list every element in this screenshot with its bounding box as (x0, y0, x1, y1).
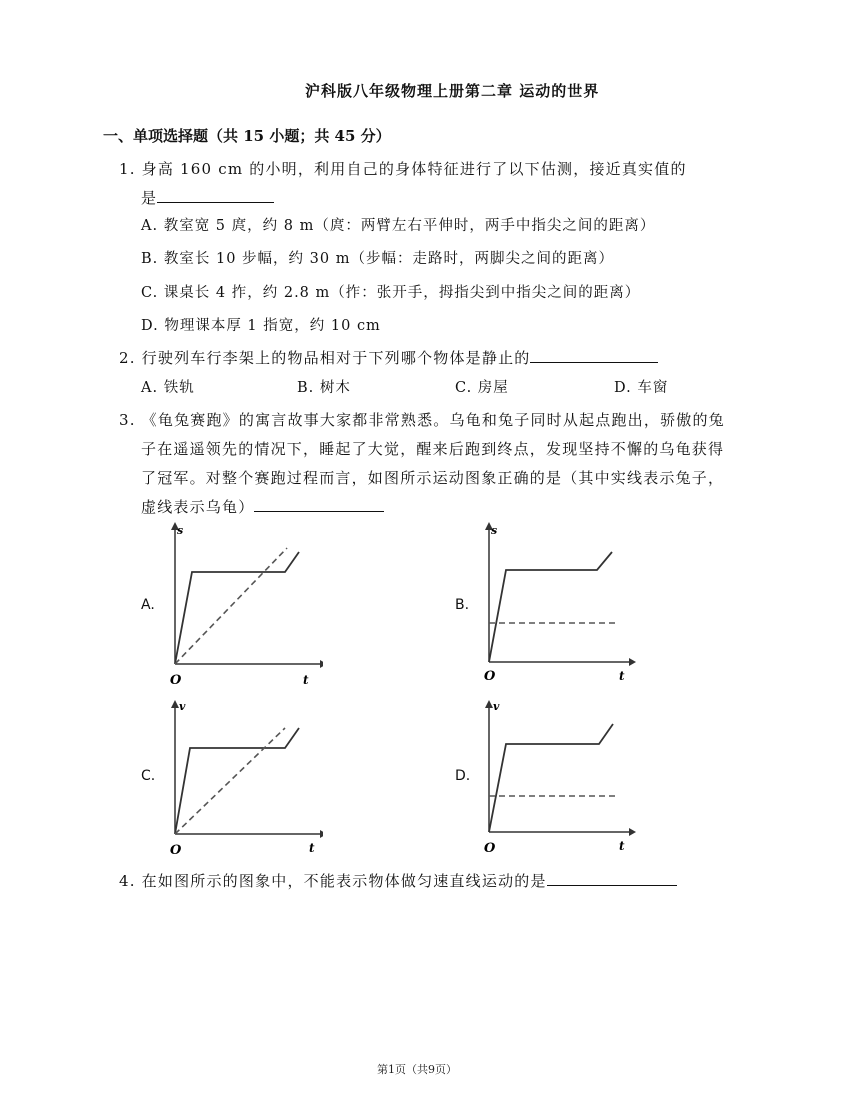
q1-option-c: C. 课桌长 4 拃，约 2.8 m（拃：张开手，拇指尖到中指尖之间的距离） (141, 285, 641, 301)
graph-d-origin: O (484, 841, 496, 856)
q4-answer-blank (547, 871, 677, 886)
graph-d-label: D. (455, 768, 471, 784)
graph-b-rabbit-line (489, 552, 612, 662)
graph-c-x-arrow (320, 830, 323, 838)
graph-a-tortoise-line (175, 548, 287, 664)
page-footer: 第1页（共9页） (377, 1063, 457, 1076)
graph-c (163, 694, 323, 858)
graph-d-rabbit-line (489, 724, 613, 832)
graph-b (477, 518, 637, 688)
q1-option-a: A. 教室宽 5 庹，约 8 m（庹：两臂左右平伸时，两手中指尖之间的距离） (141, 218, 656, 234)
graph-b-y-label: s (491, 524, 498, 537)
graph-b-x-label: t (619, 669, 625, 683)
q3-stem-line3: 了冠军。对整个赛跑过程而言，如图所示运动图象正确的是（其中实线表示兔子， (141, 469, 725, 487)
q1-stem-end: 是 (141, 189, 158, 207)
q1-answer-blank (157, 188, 274, 203)
graph-a-label: A. (141, 597, 155, 613)
graph-a-x-label: t (303, 673, 309, 687)
q2-option-d: D. 车窗 (614, 380, 669, 396)
q2-option-b: B. 树木 (297, 380, 351, 396)
graph-c-label: C. (141, 768, 156, 784)
q3-stem-end: 虚线表示乌龟） (141, 498, 255, 516)
q1-stem-line1: 1. 身高 160 cm 的小明，利用自己的身体特征进行了以下估测，接近真实值的 (119, 160, 687, 178)
graph-c-y-label: v (179, 700, 186, 713)
graph-b-x-arrow (629, 658, 636, 666)
q3-stem-line4 (141, 496, 384, 517)
q2-stem-text: 2. 行驶列车行李架上的物品相对于下列哪个物体是静止的 (119, 349, 531, 367)
graph-c-x-label: t (309, 841, 315, 855)
q2-option-c: C. 房屋 (455, 380, 509, 396)
graph-b-origin: O (484, 669, 496, 684)
q1-stem-line2 (141, 187, 274, 208)
q3-answer-blank (254, 497, 384, 512)
graph-c-y-arrow (171, 700, 179, 708)
graph-a-origin: O (170, 673, 182, 688)
graph-a-rabbit-line (175, 552, 299, 664)
q3-stem-line1: 3. 《龟兔赛跑》的寓言故事大家都非常熟悉。乌龟和兔子同时从起点跑出，骄傲的兔 (119, 411, 725, 429)
graph-c-origin: O (170, 843, 182, 858)
q2-option-a: A. 铁轨 (141, 380, 195, 396)
graph-c-tortoise-line (175, 728, 285, 834)
q1-option-d: D. 物理课本厚 1 指宽，约 10 cm (141, 318, 381, 334)
q3-stem-line2: 子在遥遥领先的情况下，睡起了大觉，醒来后跑到终点，发现坚持不懈的乌龟获得 (141, 440, 725, 458)
q2-stem (119, 347, 658, 368)
graph-d-x-arrow (629, 828, 636, 836)
graph-a-y-label: s (177, 524, 184, 537)
graph-d (477, 694, 637, 858)
q1-option-b: B. 教室长 10 步幅，约 30 m（步幅：走路时，两脚尖之间的距离） (141, 251, 614, 267)
page-title: 沪科版八年级物理上册第二章 运动的世界 (305, 82, 600, 100)
graph-b-label: B. (455, 597, 470, 613)
graph-d-y-arrow (485, 700, 493, 708)
q4-stem (119, 870, 677, 891)
graph-d-x-label: t (619, 839, 625, 853)
q4-stem-text: 4. 在如图所示的图象中，不能表示物体做匀速直线运动的是 (119, 872, 547, 890)
graph-a (163, 518, 323, 688)
q2-answer-blank (530, 348, 658, 363)
graph-d-y-label: v (493, 700, 500, 713)
graph-a-x-arrow (320, 660, 323, 668)
graph-c-rabbit-line (175, 728, 299, 834)
section-heading: 一、单项选择题（共 15 小题；共 45 分） (103, 127, 391, 145)
